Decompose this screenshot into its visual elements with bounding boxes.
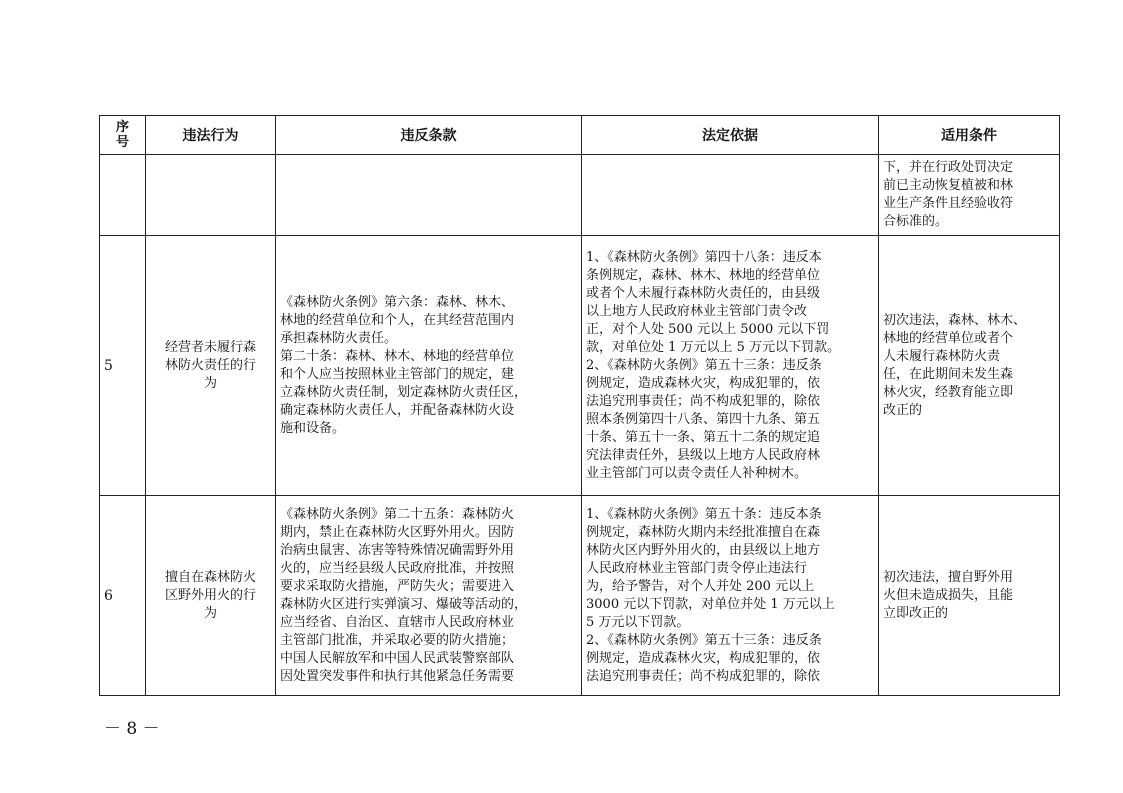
row-act: [146, 155, 276, 236]
row-seq: [100, 155, 146, 236]
header-cond: 适用条件: [879, 116, 1060, 155]
row-clause: [276, 155, 582, 236]
row-clause: 《森林防火条例》第二十五条：森林防火 期内，禁止在森林防火区野外用火。因防 治病虫鼠害、冻害等特殊情况确需野外用 火的，应当经县级人民政府批准，并按照 要求采取防火措施，严防失火；需要进入 森林防火区进行实弹演习、爆破等活动的， 应当经省、自治区、直辖市人民政府林业 主管部门批准，并采取必要的防火措施； 中国人民解放军和中国人民武装警察部队 因处置突发事件和执行其他紧急任务需要: [276, 496, 582, 696]
header-seq: 序 号: [100, 116, 146, 155]
table-row: [100, 155, 1060, 236]
regulation-table: [99, 115, 1060, 696]
row-clause: 《森林防火条例》第六条：森林、林木、 林地的经营单位和个人，在其经营范围内 承担森林防火责任。 第二十条：森林、林木、林地的经营单位 和个人应当按照林业主管部门的规定，建 立森林防火责任制，划定森林防火责任区， 确定森林防火责任人，并配备森林防火设 施和设备。: [276, 236, 582, 496]
row-cond: 下，并在行政处罚决定 前已主动恢复植被和林 业生产条件且经验收符 合标准的。: [879, 155, 1060, 236]
row-basis: 1、《森林防火条例》第五十条：违反本条 例规定，森林防火期内未经批准擅自在森 林防火区内野外用火的，由县级以上地方 人民政府林业主管部门责令停止违法行 为，给予警告，对个人并处 200 元以上 3000 元以下罚款，对单位并处 1 万元以上 5 万元以下罚款。 2、《森林防火条例》第五十三条：违反条 例规定，造成森林火灾，构成犯罪的，依 法追究刑事责任；尚不构成犯罪的，除依: [582, 496, 879, 696]
table-row: [100, 496, 1060, 696]
page-number: － 8 －: [104, 719, 160, 739]
header-basis: 法定依据: [582, 116, 879, 155]
row-cond: 初次违法，森林、林木、 林地的经营单位或者个 人未履行森林防火责 任，在此期间未发生森 林火灾，经教育能立即 改正的: [879, 236, 1060, 496]
row-act: 擅自在森林防火 区野外用火的行 为: [146, 496, 276, 696]
row-cond: 初次违法，擅自野外用 火但未造成损失，且能 立即改正的: [879, 496, 1060, 696]
row-basis: [582, 155, 879, 236]
row-seq: 5: [100, 236, 146, 496]
header-act: 违法行为: [146, 116, 276, 155]
row-act: 经营者未履行森 林防火责任的行 为: [146, 236, 276, 496]
header-clause: 违反条款: [276, 116, 582, 155]
table-row: [100, 236, 1060, 496]
table-header-row: [100, 116, 1060, 155]
row-basis: 1、《森林防火条例》第四十八条：违反本 条例规定，森林、林木、林地的经营单位 或者个人未履行森林防火责任的，由县级 以上地方人民政府林业主管部门责令改 正，对个人处 500 元以上 5000 元以下罚 款，对单位处 1 万元以上 5 万元以下罚款。 2、《森林防火条例》第五十三条：违反条 例规定，造成森林火灾，构成犯罪的，依 法追究刑事责任；尚不构成犯罪的，除依 照本条例第四十八条、第四十九条、第五 十条、第五十一条、第五十二条的规定追 究法律责任外，县级以上地方人民政府林 业主管部门可以责令责任人补种树木。: [582, 236, 879, 496]
row-seq: 6: [100, 496, 146, 696]
